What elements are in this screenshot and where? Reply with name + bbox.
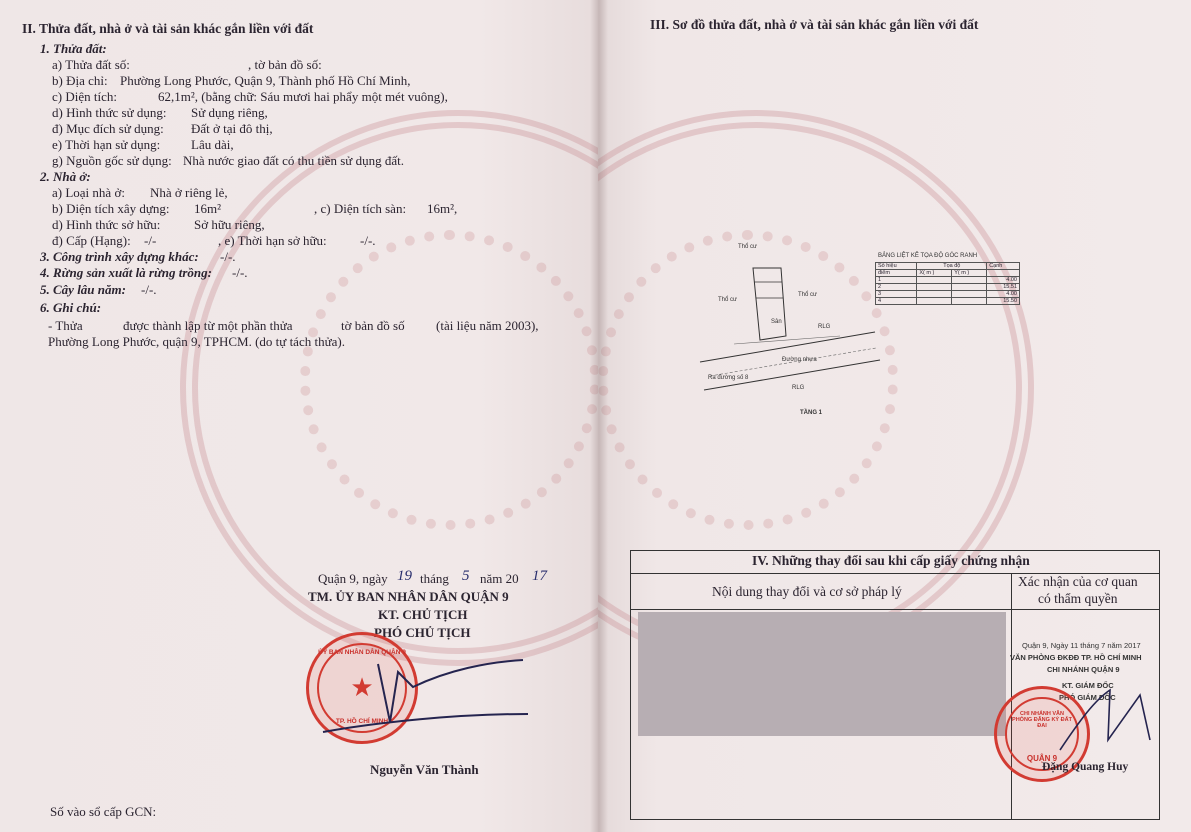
changes-role-1: KT. GIÁM ĐỐC: [1062, 681, 1114, 690]
coord-table-title: BẢNG LIỆT KÊ TỌA ĐỘ GÓC RANH: [878, 253, 978, 259]
right-signature: [1050, 680, 1160, 770]
land-heading: 1. Thửa đất:: [40, 41, 107, 56]
table-row: 1 4.00: [876, 277, 1020, 284]
right-seal-bottom: QUẬN 9: [1026, 754, 1058, 763]
diagram-label-tho-cu-left: Thổ cư: [718, 297, 738, 303]
perennial-label: 5. Cây lâu năm:: [40, 282, 126, 297]
perennial-value: -/-.: [141, 282, 157, 297]
house-type-label: a) Loại nhà ở:: [52, 185, 125, 200]
left-signature: [318, 652, 538, 742]
house-heading: 2. Nhà ở:: [40, 169, 91, 184]
coord-col-y: Y( m ): [952, 270, 987, 277]
note-line1-d: (tài liệu năm 2003),: [436, 318, 539, 333]
section-ii-title: II. Thửa đất, nhà ở và tài sản khác gắn liền với đất: [22, 21, 314, 36]
forest-label: 4. Rừng sản xuất là rừng trồng:: [40, 265, 212, 280]
forest-value: -/-.: [232, 265, 248, 280]
land-map-label: , tờ bản đồ số:: [248, 57, 322, 72]
right-signer-name: Đặng Quang Huy: [1042, 761, 1129, 773]
house-term-value: -/-.: [360, 233, 376, 248]
changes-date: Quận 9, Ngày 11 tháng 7 năm 2017: [1022, 641, 1141, 650]
diagram-label-duong-nhua: Đường nhựa: [782, 357, 817, 363]
page-fold: [590, 0, 608, 832]
left-seal-text: ỦY BAN NHÂN DÂN QUẬN 9: [318, 649, 406, 656]
changes-col-content: Nội dung thay đổi và cơ sở pháp lý: [712, 584, 902, 599]
note-line1-c: tờ bản đồ số: [341, 318, 405, 333]
land-origin-value: Nhà nước giao đất có thu tiền sử dụng đất.: [183, 153, 404, 168]
land-parcel-label: a) Thửa đất số:: [52, 57, 130, 72]
land-address-label: b) Địa chỉ:: [52, 73, 108, 88]
parcel-diagram: [690, 240, 890, 410]
section-iii-title: III. Sơ đồ thửa đất, nhà ở và tài sản khác gắn liền với đất: [650, 17, 979, 32]
issue-date-month: 5: [462, 568, 470, 584]
right-seal-text: CHI NHÁNH VĂN PHÒNG ĐĂNG KÝ ĐẤT ĐAI: [1012, 711, 1072, 729]
diagram-label-rlg-bottom: RLG: [792, 385, 805, 391]
issue-date-day: 19: [397, 568, 412, 584]
issue-date-prefix: Quận 9, ngày: [318, 571, 388, 586]
left-signer-name: Nguyễn Văn Thành: [370, 762, 479, 777]
land-purpose-label: đ) Mục đích sử dụng:: [52, 121, 164, 136]
land-purpose-value: Đất ở tại đô thị,: [191, 121, 273, 136]
coord-col-x: X( m ): [917, 270, 952, 277]
house-grade-label: đ) Cấp (Hạng):: [52, 233, 131, 248]
signer-role-1: KT. CHỦ TỊCH: [378, 607, 468, 622]
issue-date-year: 17: [532, 568, 547, 584]
notes-heading: 6. Ghi chú:: [40, 300, 102, 315]
house-floor-area-label: , c) Diện tích sàn:: [314, 201, 407, 216]
house-build-area-value: 16m²: [194, 201, 222, 216]
house-build-area-label: b) Diện tích xây dựng:: [52, 201, 170, 216]
house-ownership-value: Sở hữu riêng,: [194, 217, 265, 232]
note-line1-a: - Thửa: [48, 318, 83, 333]
house-term-label: , e) Thời hạn sở hữu:: [218, 233, 327, 248]
land-address-value: Phường Long Phước, Quận 9, Thành phố Hồ Chí Minh,: [120, 73, 411, 88]
issuing-org: TM. ỦY BAN NHÂN DÂN QUẬN 9: [308, 589, 509, 604]
coord-col-canh: Cạnh: [987, 263, 1020, 270]
issue-date-month-label: tháng: [420, 571, 449, 586]
land-use-form-value: Sử dụng riêng,: [191, 105, 268, 120]
redacted-content-block: [638, 612, 1006, 736]
note-line1-b: được thành lập từ một phần thửa: [123, 318, 293, 333]
changes-col-confirm-l2: có thẩm quyền: [1038, 591, 1118, 606]
issue-date-year-label: năm 20: [480, 571, 519, 586]
note-line2: Phường Long Phước, quận 9, TPHCM. (do tự tách thửa).: [48, 334, 345, 349]
changes-role-2: PHÓ GIÁM ĐỐC: [1059, 693, 1116, 702]
coord-table: [875, 262, 1020, 305]
house-ownership-label: d) Hình thức sở hữu:: [52, 217, 161, 232]
seal-star-icon: ★: [350, 673, 374, 703]
diagram-label-tang: TẦNG 1: [800, 410, 823, 416]
land-area-label: c) Diện tích:: [52, 89, 117, 104]
land-area-value: 62,1m², (bằng chữ: Sáu mươi hai phẩy một mét vuông),: [158, 89, 448, 104]
diagram-label-tho-cu-top: Thổ cư: [738, 244, 758, 250]
changes-title: IV. Những thay đổi sau khi cấp giấy chứng nhận: [752, 553, 1030, 568]
changes-col-confirm-l1: Xác nhận của cơ quan: [1018, 574, 1138, 589]
table-row: 4 15.50: [876, 298, 1020, 305]
diagram-label-rlg-top: RLG: [818, 324, 831, 330]
land-use-form-label: d) Hình thức sử dụng:: [52, 105, 167, 120]
watermark-emblem-left-inner: [300, 230, 598, 530]
changes-office-2: CHI NHÁNH QUẬN 9: [1047, 665, 1120, 674]
house-grade-value: -/-: [144, 233, 157, 248]
other-construction-value: -/-.: [220, 249, 236, 264]
land-origin-label: g) Nguồn gốc sử dụng:: [52, 153, 172, 168]
coord-col-diem: điểm: [876, 270, 917, 277]
signer-role-2: PHÓ CHỦ TỊCH: [374, 625, 471, 640]
diagram-label-ra-duong: Ra đường số 8: [708, 375, 749, 381]
coord-col-so-hieu: Số hiệu: [876, 263, 917, 270]
changes-office-1: VĂN PHÒNG ĐKĐĐ TP. HỒ CHÍ MINH: [1010, 653, 1142, 662]
coord-col-toa-do: Tọa độ: [917, 263, 987, 270]
table-row: 2 15.51: [876, 284, 1020, 291]
house-floor-area-value: 16m²,: [427, 201, 458, 216]
diagram-label-san: Sân: [771, 319, 782, 325]
land-term-value: Lâu dài,: [191, 137, 234, 152]
house-type-value: Nhà ở riêng lẻ,: [150, 185, 228, 200]
diagram-label-tho-cu-right: Thổ cư: [798, 292, 818, 298]
gcn-register-label: Số vào sổ cấp GCN:: [50, 804, 157, 819]
left-seal-bottom: TP. HỒ CHÍ MINH: [335, 718, 389, 725]
other-construction-label: 3. Công trình xây dựng khác:: [40, 249, 199, 264]
table-row: 3 4.00: [876, 291, 1020, 298]
land-term-label: e) Thời hạn sử dụng:: [52, 137, 161, 152]
